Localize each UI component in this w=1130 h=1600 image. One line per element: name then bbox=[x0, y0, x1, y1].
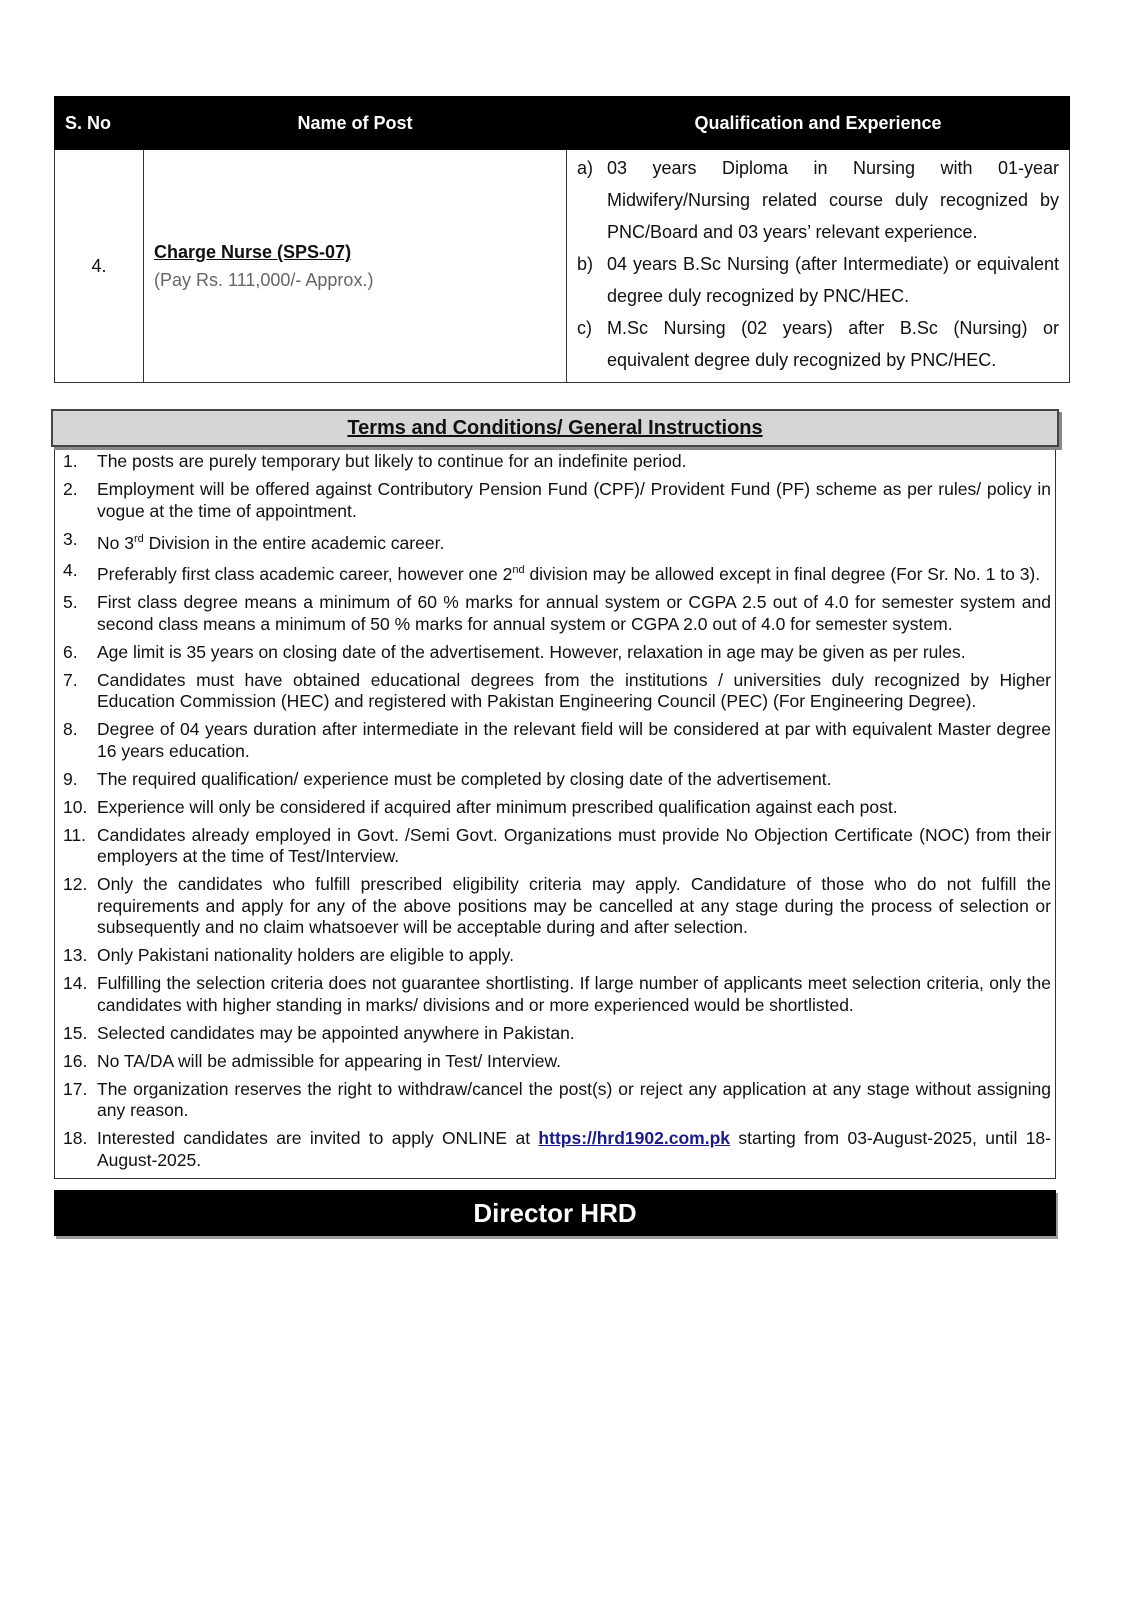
term-number: 7. bbox=[63, 669, 78, 690]
term-text: Fulfilling the selection criteria does not guarantee shortlisting. If large number of applicants meet selection criteria, only the candidates with higher standing in marks/ divisions and or more experienced would be shortlisted. bbox=[97, 973, 1051, 1015]
list-item bbox=[63, 945, 1051, 967]
list-item bbox=[63, 719, 1051, 762]
header-sno: S. No bbox=[55, 97, 144, 150]
term-number: 10. bbox=[63, 796, 88, 817]
term-text: Age limit is 35 years on closing date of the advertisement. However, relaxation in age may be given as per rules. bbox=[97, 641, 966, 662]
header-qualification: Qualification and Experience bbox=[567, 97, 1070, 150]
term-text-part: No 3 bbox=[97, 532, 134, 553]
post-name: Charge Nurse (SPS-07) bbox=[154, 242, 352, 262]
director-signature-bar bbox=[54, 1190, 1056, 1236]
term-number: 1. bbox=[63, 451, 78, 471]
qualification-text: 04 years B.Sc Nursing (after Intermediate) or equivalent degree duly recognized by PNC/HEC. bbox=[607, 254, 1059, 306]
term-text: Degree of 04 years duration after intermediate in the relevant field will be considered at par with equivalent Master degree 16 years education. bbox=[97, 719, 1051, 761]
term-text-part: division may be allowed except in final degree (For Sr. No. 1 to 3). bbox=[524, 564, 1041, 585]
terms-title bbox=[51, 409, 1059, 447]
term-text-part: Interested candidates are invited to apply ONLINE at bbox=[97, 1128, 539, 1149]
term-text: The required qualification/ experience must be completed by closing date of the advertisement. bbox=[97, 768, 832, 789]
list-item bbox=[63, 1023, 1051, 1045]
list-item bbox=[63, 874, 1051, 939]
term-text bbox=[97, 529, 1051, 554]
terms-title-text: Terms and Conditions/ General Instructions bbox=[347, 417, 763, 439]
qualification-text: 03 years Diploma in Nursing with 01-year Midwifery/Nursing related course duly recognized by PNC/Board and 03 years’ relevant experience. bbox=[607, 158, 1059, 242]
post-table-header-row bbox=[55, 97, 1070, 150]
term-text: The organization reserves the right to withdraw/cancel the post(s) or reject any application at any stage without assigning any reason. bbox=[97, 1078, 1051, 1121]
table-row bbox=[55, 150, 1070, 383]
term-text: Candidates already employed in Govt. /Semi Govt. Organizations must provide No Objection Certificate (NOC) from their employers at the time of Test/Interview. bbox=[97, 824, 1051, 867]
term-text: Experience will only be considered if acquired after minimum prescribed qualification against each post. bbox=[97, 796, 898, 817]
term-number: 13. bbox=[63, 945, 88, 966]
term-text: Only Pakistani nationality holders are eligible to apply. bbox=[97, 945, 514, 966]
term-number: 18. bbox=[63, 1128, 88, 1149]
terms-list bbox=[55, 451, 1055, 1171]
term-text-part: starting from 03-August-2025, until 18-August-2025. bbox=[97, 1128, 1051, 1170]
list-item bbox=[63, 973, 1051, 1016]
term-number: 5. bbox=[63, 592, 78, 613]
qualification-list bbox=[577, 152, 1059, 376]
list-item bbox=[63, 1079, 1051, 1122]
term-number: 4. bbox=[63, 560, 78, 581]
terms-box bbox=[54, 410, 1056, 1179]
term-text: Only the candidates who fulfill prescribed eligibility criteria may apply. Candidature of those who do not fulfill the requirements and apply for any of the above positions may be cancelled at any stage during the process of selection or subsequently and no claim whatsoever will be acceptable during and after selection. bbox=[97, 874, 1051, 938]
post-table bbox=[54, 96, 1070, 383]
row-sno: 4. bbox=[55, 150, 144, 383]
term-number: 3. bbox=[63, 528, 78, 549]
term-text-part: Preferably first class academic career, however one 2 bbox=[97, 564, 513, 585]
row-post bbox=[144, 150, 567, 383]
post-pay: (Pay Rs. 111,000/- Approx.) bbox=[154, 270, 374, 290]
term-number: 12. bbox=[63, 874, 88, 895]
director-signature: Director HRD bbox=[473, 1198, 637, 1228]
row-qualification bbox=[567, 150, 1070, 383]
qualification-text: M.Sc Nursing (02 years) after B.Sc (Nursing) or equivalent degree duly recognized by PNC/HEC. bbox=[607, 318, 1059, 370]
term-text: No TA/DA will be admissible for appearing in Test/ Interview. bbox=[97, 1050, 561, 1071]
qualification-item bbox=[577, 152, 1059, 248]
term-number: 15. bbox=[63, 1022, 88, 1043]
term-text bbox=[97, 1128, 1051, 1171]
term-text-part: Division in the entire academic career. bbox=[143, 532, 445, 553]
term-number: 9. bbox=[63, 768, 78, 789]
list-item bbox=[63, 797, 1051, 819]
term-number: 11. bbox=[63, 824, 87, 845]
term-text: Candidates must have obtained educational degrees from the institutions / universities duly recognized by Higher Education Commission (HEC) and registered with Pakistan Engineering Council (PEC) (For Engineering Degree). bbox=[97, 669, 1051, 712]
term-number: 2. bbox=[63, 479, 78, 499]
qualification-mark: c) bbox=[577, 318, 592, 338]
list-item bbox=[63, 560, 1051, 585]
term-text: The posts are purely temporary but likely to continue for an indefinite period. bbox=[97, 451, 687, 471]
list-item bbox=[63, 479, 1051, 522]
header-post: Name of Post bbox=[144, 97, 567, 150]
list-item bbox=[63, 592, 1051, 635]
list-item bbox=[63, 1051, 1051, 1073]
qualification-mark: b) bbox=[577, 254, 594, 274]
term-superscript: rd bbox=[133, 532, 144, 545]
term-text bbox=[97, 560, 1051, 585]
term-number: 8. bbox=[63, 719, 78, 740]
term-number: 16. bbox=[63, 1050, 88, 1071]
term-superscript: nd bbox=[512, 564, 525, 577]
list-item bbox=[63, 1128, 1051, 1171]
term-number: 6. bbox=[63, 641, 78, 662]
list-item bbox=[63, 529, 1051, 554]
list-item bbox=[63, 642, 1051, 664]
term-text: Employment will be offered against Contributory Pension Fund (CPF)/ Provident Fund (PF) scheme as per rules/ policy in vogue at the time of appointment. bbox=[97, 479, 1051, 521]
qualification-item bbox=[577, 248, 1059, 312]
list-item bbox=[63, 670, 1051, 713]
list-item bbox=[63, 451, 1051, 473]
term-number: 17. bbox=[63, 1078, 88, 1099]
list-item bbox=[63, 825, 1051, 868]
term-number: 14. bbox=[63, 973, 88, 994]
term-text: First class degree means a minimum of 60 % marks for annual system or CGPA 2.5 out of 4.0 for semester system and second class means a minimum of 50 % marks for annual system or CGPA 2.0 out of 4.0 for semester system. bbox=[97, 592, 1051, 634]
apply-online-link[interactable]: https://hrd1902.com.pk bbox=[538, 1128, 730, 1149]
term-text: Selected candidates may be appointed anywhere in Pakistan. bbox=[97, 1022, 575, 1043]
qualification-mark: a) bbox=[577, 158, 594, 178]
qualification-item bbox=[577, 312, 1059, 376]
list-item bbox=[63, 769, 1051, 791]
